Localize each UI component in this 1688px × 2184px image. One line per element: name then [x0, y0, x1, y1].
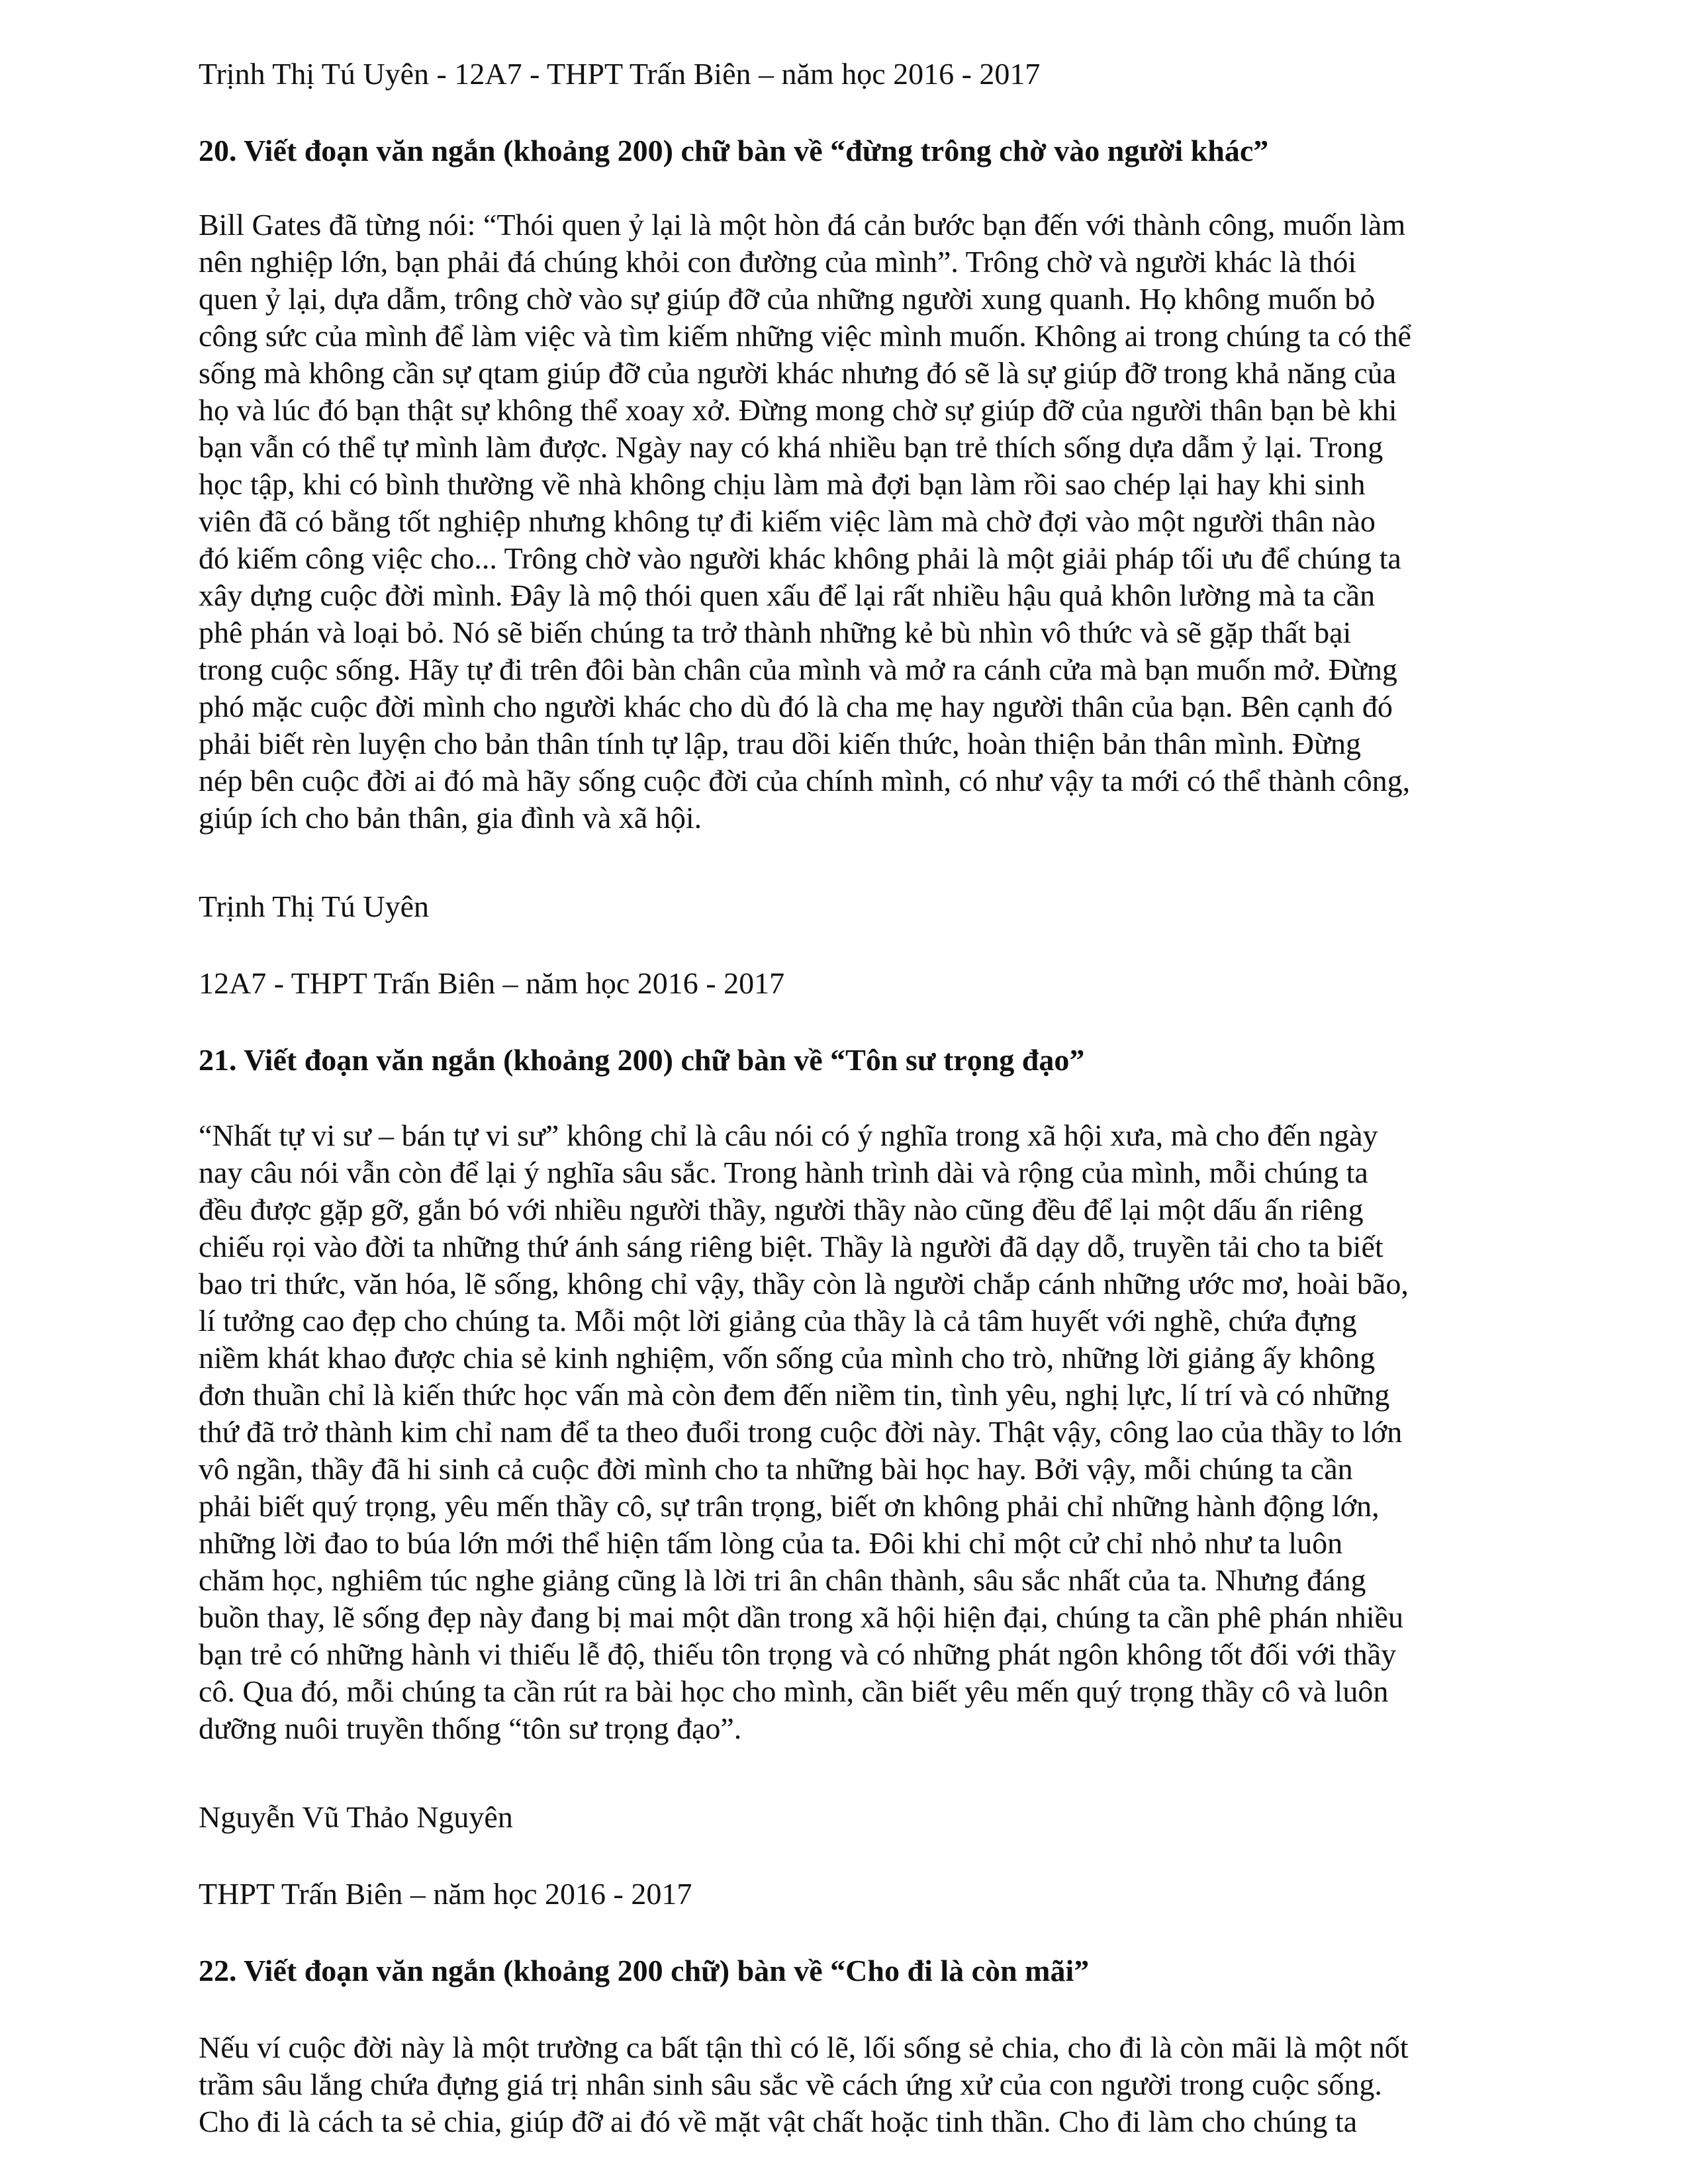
paragraph-line: giúp ích cho bản thân, gia đình và xã hội. [199, 801, 702, 835]
paragraph-line: sống mà không cần sự qtam giúp đỡ của người khác nhưng đó sẽ là sự giúp đỡ trong khả năng của [199, 356, 1397, 390]
paragraph-line: nên nghiệp lớn, bạn phải đá chúng khỏi con đường của mình”. Trông chờ và người khác là thói [199, 245, 1357, 279]
paragraph-line: Bill Gates đã từng nói: “Thói quen ỷ lại là một hòn đá cản bước bạn đến với thành công, muốn làm [199, 208, 1406, 242]
paragraph-line: đơn thuần chỉ là kiến thức học vấn mà còn đem đến niềm tin, tình yêu, nghị lực, lí trí và có những [199, 1378, 1390, 1412]
paragraph-line: xây dựng cuộc đời mình. Đây là mộ thói quen xấu để lại rất nhiều hậu quả khôn lường mà ta cần [199, 578, 1376, 612]
paragraph-line: nay câu nói vẫn còn để lại ý nghĩa sâu sắc. Trong hành trình dài và rộng của mình, mỗi chúng ta [199, 1156, 1368, 1189]
paragraph-line: viên đã có bằng tốt nghiệp nhưng không tự đi kiếm việc làm mà chờ đợi vào một người thân nào [199, 504, 1376, 538]
paragraph-line: phải biết quý trọng, yêu mến thầy cô, sự trân trọng, biết ơn không phải chỉ những hành động lớn, [199, 1489, 1380, 1523]
author-school: THPT Trấn Biên – năm học 2016 - 2017 [199, 1877, 692, 1911]
paragraph-line: trầm sâu lắng chứa đựng giá trị nhân sinh sâu sắc về cách ứng xử của con người trong cuộc sống. [199, 2068, 1382, 2101]
paragraph-line: niềm khát khao được chia sẻ kinh nghiệm, vốn sống của mình cho trò, những lời giảng ấy không [199, 1341, 1376, 1375]
section-heading: 22. Viết đoạn văn ngắn (khoảng 200 chữ) bàn về “Cho đi là còn mãi” [199, 1954, 1090, 1987]
paragraph-line: Nếu ví cuộc đời này là một trường ca bất tận thì có lẽ, lối sống sẻ chia, cho đi là còn mãi là một nốt [199, 2030, 1409, 2064]
paragraph-line: vô ngần, thầy đã hi sinh cả cuộc đời mình cho ta những bài học hay. Bởi vậy, mỗi chúng ta cần [199, 1452, 1353, 1486]
section-heading: 21. Viết đoạn văn ngắn (khoảng 200) chữ bàn về “Tôn sư trọng đạo” [199, 1043, 1085, 1077]
paragraph-line: cô. Qua đó, mỗi chúng ta cần rút ra bài học cho mình, cần biết yêu mến quý trọng thầy cô và luôn [199, 1674, 1389, 1708]
paragraph-line: đó kiếm công việc cho... Trông chờ vào người khác không phải là một giải pháp tối ưu để chúng ta [199, 541, 1401, 575]
section-paragraph [199, 2029, 1516, 2140]
paragraph-line: bạn vẫn có thể tự mình làm được. Ngày nay có khá nhiều bạn trẻ thích sống dựa dẫm ỷ lại. Trong [199, 430, 1383, 464]
author-name: Nguyễn Vũ Thảo Nguyên [199, 1800, 513, 1834]
paragraph-line: phải biết rèn luyện cho bản thân tính tự lập, trau dồi kiến thức, hoàn thiện bản thân mình. Đừng [199, 727, 1361, 760]
paragraph-line: trong cuộc sống. Hãy tự đi trên đôi bàn chân của mình và mở ra cánh cửa mà bạn muốn mở. Đừng [199, 653, 1397, 686]
paragraph-line: quen ỷ lại, dựa dẫm, trông chờ vào sự giúp đỡ của những người xung quanh. Họ không muốn bỏ [199, 282, 1376, 316]
paragraph-line: học tập, khi có bình thường về nhà không chịu làm mà đợi bạn làm rồi sao chép lại hay khi sinh [199, 467, 1366, 501]
paragraph-line: Cho đi là cách ta sẻ chia, giúp đỡ ai đó về mặt vật chất hoặc tinh thần. Cho đi làm cho chúng ta [199, 2105, 1358, 2138]
paragraph-line: “Nhất tự vi sư – bán tự vi sư” không chỉ là câu nói có ý nghĩa trong xã hội xưa, mà cho đến ngày [199, 1118, 1378, 1152]
header-line: Trịnh Thị Tú Uyên - 12A7 - THPT Trấn Biên – năm học 2016 - 2017 [199, 57, 1041, 91]
paragraph-line: phê phán và loại bỏ. Nó sẽ biến chúng ta trở thành những kẻ bù nhìn vô thức và sẽ gặp thất bại [199, 615, 1352, 649]
paragraph-line: nép bên cuộc đời ai đó mà hãy sống cuộc đời của chính mình, có như vậy ta mới có thể thành công, [199, 764, 1411, 797]
paragraph-line: chiếu rọi vào đời ta những thứ ánh sáng riêng biệt. Thầy là người đã dạy dỗ, truyền tải cho ta biết [199, 1230, 1383, 1263]
section-paragraph [199, 206, 1516, 837]
paragraph-line: thứ đã trở thành kim chỉ nam để ta theo đuổi trong cuộc đời này. Thật vậy, công lao của thầy to lớn [199, 1415, 1403, 1449]
paragraph-line: bạn trẻ có những hành vi thiếu lễ độ, thiếu tôn trọng và có những phát ngôn không tốt đối với thầy [199, 1637, 1397, 1671]
paragraph-line: bao tri thức, văn hóa, lẽ sống, không chỉ vậy, thầy còn là người chắp cánh những ước mơ, hoài bão, [199, 1267, 1409, 1300]
paragraph-line: công sức của mình để làm việc và tìm kiếm những việc mình muốn. Không ai trong chúng ta có thể [199, 319, 1411, 353]
paragraph-line: lí tưởng cao đẹp cho chúng ta. Mỗi một lời giảng của thầy là cả tâm huyết với nghề, chứa đựng [199, 1304, 1357, 1338]
paragraph-line: buồn thay, lẽ sống đẹp này đang bị mai một dần trong xã hội hiện đại, chúng ta cần phê phán nhiều [199, 1600, 1403, 1634]
paragraph-line: họ và lúc đó bạn thật sự không thể xoay xở. Đừng mong chờ sự giúp đỡ của người thân bạn bè khi [199, 393, 1397, 427]
paragraph-line: chăm học, nghiêm túc nghe giảng cũng là lời tri ân chân thành, sâu sắc nhất của ta. Nhưng đáng [199, 1563, 1366, 1597]
paragraph-line: phó mặc cuộc đời mình cho người khác cho dù đó là cha mẹ hay người thân của bạn. Bên cạnh đó [199, 690, 1393, 723]
author-school: 12A7 - THPT Trấn Biên – năm học 2016 - 2017 [199, 966, 785, 1000]
section-heading: 20. Viết đoạn văn ngắn (khoảng 200) chữ bàn về “đừng trông chờ vào người khác” [199, 134, 1269, 167]
paragraph-line: dưỡng nuôi truyền thống “tôn sư trọng đạo”. [199, 1711, 742, 1745]
paragraph-line: đều được gặp gỡ, gắn bó với nhiều người thầy, người thầy nào cũng đều để lại một dấu ấn riêng [199, 1193, 1364, 1226]
section-paragraph [199, 1117, 1516, 1747]
paragraph-line: những lời đao to búa lớn mới thể hiện tấm lòng của ta. Đôi khi chỉ một cử chỉ nhỏ như ta luôn [199, 1526, 1343, 1560]
author-name: Trịnh Thị Tú Uyên [199, 889, 430, 923]
